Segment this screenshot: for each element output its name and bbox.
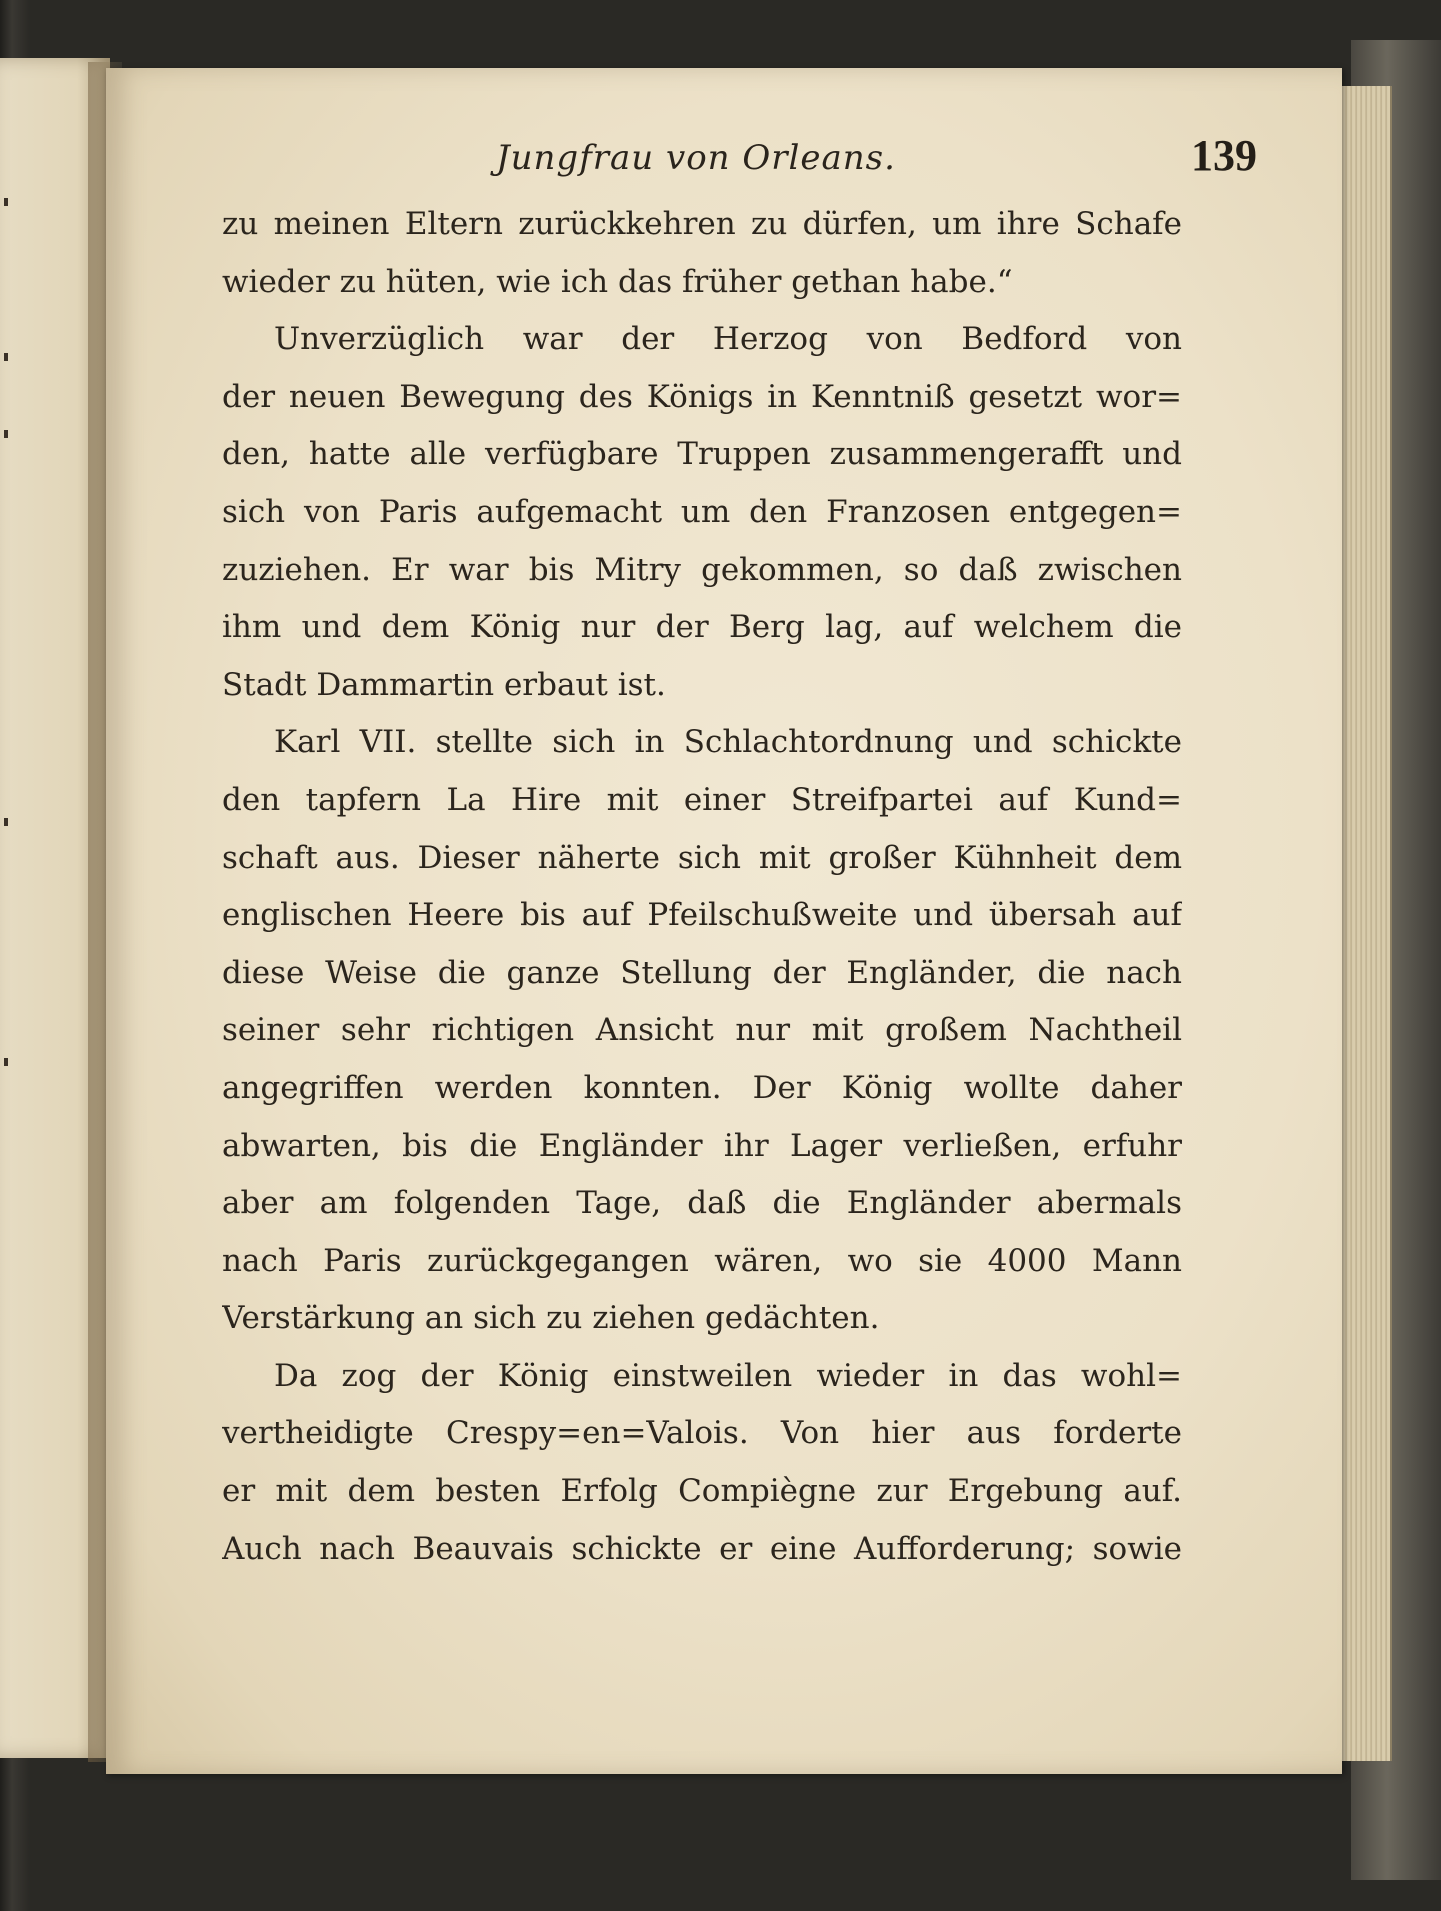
text-line: Auch nach Beauvais schickte er eine Aufforderung; sowie [222, 1530, 1182, 1567]
page-body [222, 196, 1182, 1578]
text-line: Verstärkung an sich zu ziehen gedächten. [222, 1300, 880, 1337]
text-line: aber am folgenden Tage, daß die Engländer abermals [222, 1185, 1182, 1222]
text-line: den, hatte alle verfügbare Truppen zusammengerafft und [222, 436, 1182, 473]
text-line: diese Weise die ganze Stellung der Engländer, die nach [222, 954, 1182, 991]
text-line: abwarten, bis die Engländer ihr Lager verließen, erfuhr [222, 1127, 1182, 1164]
text-line: angegriffen werden konnten. Der König wollte daher [222, 1069, 1182, 1106]
text-line: er mit dem besten Erfolg Compiègne zur Ergebung auf. [222, 1473, 1182, 1510]
text-line: schaft aus. Dieser näherte sich mit großer Kühnheit dem [222, 839, 1182, 876]
page-stack-edges [1338, 86, 1392, 1761]
text-line: ihm und dem König nur der Berg lag, auf welchem die [222, 609, 1182, 646]
text-line: Unverzüglich war der Herzog von Bedford von [274, 321, 1182, 358]
text-line: englischen Heere bis auf Pfeilschußweite und übersah auf [222, 897, 1182, 934]
ink-mark [4, 1058, 8, 1066]
ink-mark [4, 353, 8, 361]
ink-mark [4, 198, 8, 206]
ink-mark [4, 818, 8, 826]
text-line: den tapfern La Hire mit einer Streifpartei auf Kund= [222, 781, 1182, 818]
text-line: Da zog der König einstweilen wieder in das wohl= [274, 1357, 1182, 1394]
text-line: nach Paris zurückgegangen wären, wo sie 4000 Mann [222, 1242, 1182, 1279]
text-line: wieder zu hüten, wie ich das früher gethan habe.“ [222, 263, 1013, 300]
text-line: zu meinen Eltern zurückkehren zu dürfen, um ihre Schafe [222, 206, 1182, 242]
text-line: seiner sehr richtigen Ansicht nur mit großem Nachtheil [222, 1012, 1182, 1049]
page-number: 139 [1191, 131, 1257, 180]
text-line: vertheidigte Crespy=en=Valois. Von hier aus forderte [222, 1415, 1182, 1452]
text-line: der neuen Bewegung des Königs in Kenntniß gesetzt wor= [222, 378, 1182, 415]
book-page [106, 68, 1342, 1774]
text-line: Stadt Dammartin erbaut ist. [222, 666, 666, 703]
text-line: sich von Paris aufgemacht um den Franzosen entgegen= [222, 493, 1182, 530]
text-line: zuziehen. Er war bis Mitry gekommen, so daß zwischen [222, 551, 1182, 588]
ink-mark [4, 430, 8, 438]
text-line: Karl VII. stellte sich in Schlachtordnung und schickte [274, 724, 1182, 761]
running-title: Jungfrau von Orleans. [496, 138, 896, 178]
